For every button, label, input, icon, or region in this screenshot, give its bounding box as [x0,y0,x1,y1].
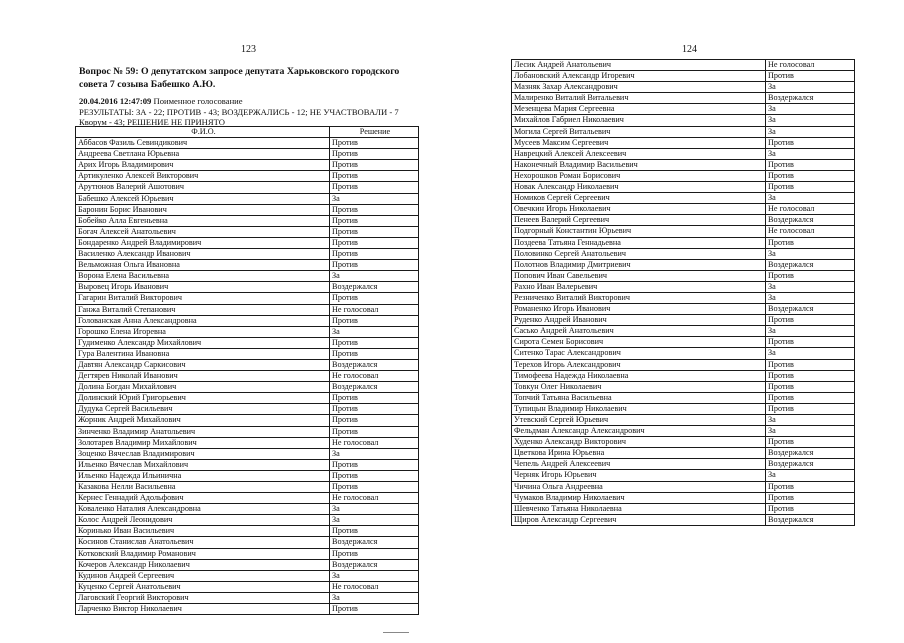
table-row [512,304,855,315]
deputy-name: Половинко Сергей Анатольевич [512,248,766,259]
vote-decision: Против [330,548,419,559]
vote-decision: За [330,515,419,526]
deputy-name: Могила Сергей Витальевич [512,126,766,137]
deputy-name: Тимофеева Надежда Николаевна [512,370,766,381]
deputy-name: Лобановский Александр Игоревич [512,71,766,82]
deputy-name: Новак Александр Николаевич [512,182,766,193]
vote-decision: Против [330,404,419,415]
table-row [512,492,855,503]
deputy-name: Топчий Татьяна Васильевна [512,392,766,403]
vote-table-right [511,59,855,526]
vote-decision: За [766,148,855,159]
table-row [512,126,855,137]
table-row [512,104,855,115]
deputy-name: Давтян Александр Саркисович [76,359,330,370]
deputy-name: Выровец Игорь Иванович [76,282,330,293]
vote-decision: За [766,82,855,93]
vote-decision: Против [330,237,419,248]
vote-decision: Воздержался [330,282,419,293]
table-row [512,315,855,326]
table-row [512,459,855,470]
table-row [76,348,419,359]
table-row [512,359,855,370]
vote-decision: Воздержался [766,259,855,270]
deputy-name: Василенко Александр Иванович [76,249,330,260]
scan-artifact [383,632,409,633]
vote-decision: Против [766,381,855,392]
vote-decision: За [330,271,419,282]
vote-decision: Против [766,237,855,248]
vote-decision: Против [330,348,419,359]
vote-decision: Против [766,337,855,348]
deputy-name: Попович Иван Савельевич [512,270,766,281]
deputy-name: Бобейко Алла Евгеньевна [76,215,330,226]
vote-decision: Против [330,459,419,470]
table-row [76,160,419,171]
deputy-name: Бабешко Алексей Юрьевич [76,193,330,204]
deputy-name: Ларченко Виктор Николаевич [76,604,330,615]
table-header-row [76,127,419,138]
vote-datetime-line [79,96,424,107]
deputy-name: Золотарев Владимир Михайлович [76,437,330,448]
question-title-line: совета 7 созыва Бабешко А.Ю. [79,78,216,90]
vote-decision: За [766,326,855,337]
vote-decision: За [766,348,855,359]
vote-decision: Против [330,204,419,215]
table-row [76,171,419,182]
vote-decision: Против [766,137,855,148]
vote-decision: За [766,248,855,259]
table-row [512,159,855,170]
deputy-name: Сирота Семен Борисович [512,337,766,348]
deputy-name: Бондаренко Андрей Владимирович [76,237,330,248]
deputy-name: Гагарин Виталий Викторович [76,293,330,304]
vote-decision: Против [330,149,419,160]
vote-decision: Против [766,492,855,503]
deputy-name: Голованская Анна Александровна [76,315,330,326]
table-row [76,304,419,315]
table-row [512,71,855,82]
vote-decision: За [330,326,419,337]
deputy-name: Наврецкий Алексей Алексеевич [512,148,766,159]
vote-decision: Воздержался [766,514,855,525]
vote-decision: За [766,126,855,137]
table-row [76,404,419,415]
table-row [512,470,855,481]
table-row [512,392,855,403]
table-row [76,226,419,237]
vote-decision: За [330,448,419,459]
table-row [512,204,855,215]
deputy-name: Дудука Сергей Васильевич [76,404,330,415]
page-number: 124 [682,44,697,55]
vote-decision: Не голосовал [766,226,855,237]
table-row [76,382,419,393]
table-row [76,260,419,271]
deputy-name: Мазняк Захар Александрович [512,82,766,93]
deputy-name: Колос Андрей Леонидович [76,515,330,526]
table-row [512,215,855,226]
table-row [76,426,419,437]
vote-decision: Против [330,315,419,326]
vote-decision: Воздержался [766,93,855,104]
table-row [512,82,855,93]
deputy-name: Мусеев Максим Сергеевич [512,137,766,148]
vote-decision: Против [330,470,419,481]
table-row [512,415,855,426]
vote-decision: Не голосовал [330,304,419,315]
vote-decision: За [766,292,855,303]
table-row [76,249,419,260]
vote-decision: За [766,281,855,292]
table-row [76,326,419,337]
vote-decision: За [766,415,855,426]
deputy-name: Коваленко Наталия Александровна [76,504,330,515]
vote-decision: Против [330,393,419,404]
vote-decision: За [330,504,419,515]
vote-decision: Против [330,226,419,237]
table-row [512,403,855,414]
vote-decision: За [766,115,855,126]
table-row [512,381,855,392]
vote-decision: Воздержался [330,382,419,393]
table-row [76,581,419,592]
deputy-name: Руденко Андрей Иванович [512,315,766,326]
deputy-name: Романенко Игорь Иванович [512,304,766,315]
vote-decision: Против [766,170,855,181]
question-title-line: Вопрос № 59: О депутатском запросе депутата Харьковского городского [79,66,400,77]
deputy-name: Резниченко Виталий Викторович [512,292,766,303]
deputy-name: Долина Богдан Михайлович [76,382,330,393]
vote-decision: Против [766,370,855,381]
vote-decision: Против [330,337,419,348]
table-row [76,548,419,559]
table-row [76,138,419,149]
deputy-name: Косинов Станислав Анатольевич [76,537,330,548]
deputy-name: Малиренко Виталий Витальевич [512,93,766,104]
deputy-name: Подгорный Константин Юрьевич [512,226,766,237]
table-row [76,393,419,404]
vote-table-left [75,126,419,615]
table-row [76,337,419,348]
deputy-name: Поздеева Татьяна Геннадьевна [512,237,766,248]
vote-decision: За [766,426,855,437]
deputy-name: Андреева Светлана Юрьевна [76,149,330,160]
vote-decision: Против [766,359,855,370]
table-row [76,604,419,615]
deputy-name: Ильенко Надежда Ильинична [76,470,330,481]
deputy-name: Наконечный Владимир Васильевич [512,159,766,170]
vote-type: Поименное голосование [153,96,243,106]
vote-decision: За [330,570,419,581]
deputy-name: Дегтярев Николай Иванович [76,371,330,382]
deputy-name: Черняк Игорь Юрьевич [512,470,766,481]
deputy-name: Худенко Александр Викторович [512,437,766,448]
deputy-name: Кудинов Андрей Сергеевич [76,570,330,581]
table-row [512,337,855,348]
decision-column-header: Решение [330,127,419,138]
vote-datetime: 20.04.2016 12:47:09 [79,96,152,106]
deputy-name: Чепель Андрей Алексеевич [512,459,766,470]
table-row [512,93,855,104]
deputy-name: Чумаков Владимир Николаевич [512,492,766,503]
vote-decision: Против [330,171,419,182]
table-row [76,482,419,493]
deputy-name: Коринько Иван Васильевич [76,526,330,537]
table-row [512,148,855,159]
table-row [512,137,855,148]
deputy-name: Лесик Андрей Анатольевич [512,60,766,71]
table-row [76,437,419,448]
table-row [76,359,419,370]
deputy-name: Куценко Сергей Анатольевич [76,581,330,592]
vote-decision: Против [766,403,855,414]
vote-decision: Против [330,526,419,537]
table-row [512,237,855,248]
table-row [512,437,855,448]
table-row [512,503,855,514]
vote-decision: Воздержался [330,559,419,570]
vote-decision: За [766,470,855,481]
table-row [76,526,419,537]
deputy-name: Лаговский Георгий Викторович [76,592,330,603]
deputy-name: Горошко Елена Игоревна [76,326,330,337]
table-row [512,193,855,204]
deputy-name: Номиков Сергей Сергеевич [512,193,766,204]
deputy-name: Долинский Юрий Григорьевич [76,393,330,404]
deputy-name: Артикуленко Алексей Викторович [76,171,330,182]
vote-decision: Не голосовал [330,437,419,448]
vote-decision: Против [330,260,419,271]
deputy-name: Нехорошков Роман Борисович [512,170,766,181]
deputy-name: Тупицын Владимир Николаевич [512,403,766,414]
right-page [452,0,904,643]
vote-decision: Не голосовал [330,581,419,592]
deputy-name: Арутюнов Валерий Ашотович [76,182,330,193]
deputy-name: Гура Валентина Ивановна [76,348,330,359]
table-row [512,448,855,459]
table-row [76,537,419,548]
table-row [76,504,419,515]
table-row [512,226,855,237]
table-row [76,271,419,282]
vote-decision: За [330,592,419,603]
table-row [512,115,855,126]
deputy-name: Рахно Иван Валерьевич [512,281,766,292]
deputy-name: Утевский Сергей Юрьевич [512,415,766,426]
table-row [76,570,419,581]
table-row [512,426,855,437]
table-row [512,348,855,359]
table-row [76,415,419,426]
vote-quorum: Кворум - 43; РЕШЕНИЕ НЕ ПРИНЯТО [79,117,225,128]
name-column-header: Ф.И.О. [76,127,330,138]
table-row [512,292,855,303]
vote-decision: Воздержался [766,304,855,315]
deputy-name: Богач Алексей Анатольевич [76,226,330,237]
vote-decision: За [330,193,419,204]
table-row [76,448,419,459]
table-row [512,60,855,71]
vote-decision: Против [766,437,855,448]
vote-decision: Против [330,426,419,437]
vote-decision: Против [766,71,855,82]
vote-decision: Против [766,270,855,281]
table-row [512,170,855,181]
deputy-name: Чичина Ольга Андреевна [512,481,766,492]
page-number: 123 [241,44,256,55]
deputy-name: Зинченко Владимир Анатольевич [76,426,330,437]
table-row [76,459,419,470]
vote-results: РЕЗУЛЬТАТЫ: ЗА - 22; ПРОТИВ - 43; ВОЗДЕРЖАЛИСЬ - 12; НЕ УЧАСТВОВАЛИ - 7 [79,106,399,117]
deputy-name: Зоценко Вячеслав Владимирович [76,448,330,459]
deputy-name: Терехов Игорь Александрович [512,359,766,370]
deputy-name: Цветкова Ирина Юрьевна [512,448,766,459]
table-row [76,315,419,326]
vote-decision: Воздержался [766,215,855,226]
vote-decision: Против [766,392,855,403]
table-row [512,281,855,292]
deputy-name: Котковский Владимир Романович [76,548,330,559]
table-row [76,149,419,160]
vote-table-body [76,138,419,615]
table-row [512,259,855,270]
deputy-name: Казакова Нелли Васильевна [76,482,330,493]
table-row [512,370,855,381]
vote-decision: Против [330,182,419,193]
table-row [76,237,419,248]
vote-decision: Против [330,160,419,171]
deputy-name: Сасько Андрей Анатольевич [512,326,766,337]
table-row [76,371,419,382]
vote-decision: Против [330,482,419,493]
deputy-name: Арих Игорь Владимирович [76,160,330,171]
vote-decision: Против [330,293,419,304]
vote-decision: Против [330,138,419,149]
vote-decision: За [766,104,855,115]
deputy-name: Мезенцева Мария Сергеевна [512,104,766,115]
vote-decision: Воздержался [766,448,855,459]
table-row [512,182,855,193]
deputy-name: Гудименко Александр Михайлович [76,337,330,348]
vote-decision: Не голосовал [330,371,419,382]
vote-decision: Против [766,481,855,492]
table-row [512,326,855,337]
table-row [76,493,419,504]
vote-decision: Не голосовал [330,493,419,504]
deputy-name: Пенеев Валерий Сергеевич [512,215,766,226]
deputy-name: Кочеров Александр Николаевич [76,559,330,570]
table-row [76,592,419,603]
vote-decision: Воздержался [330,359,419,370]
question-title [79,66,424,91]
deputy-name: Аббасов Фазиль Севиндикович [76,138,330,149]
table-row [512,514,855,525]
table-row [76,559,419,570]
table-row [512,248,855,259]
vote-decision: Против [766,503,855,514]
deputy-name: Михайлов Габриел Николаевич [512,115,766,126]
table-row [76,193,419,204]
deputy-name: Ситенко Тарас Александрович [512,348,766,359]
deputy-name: Ильенко Вячеслав Михайлович [76,459,330,470]
deputy-name: Шевченко Татьяна Николаевна [512,503,766,514]
vote-decision: Не голосовал [766,204,855,215]
deputy-name: Жорник Андрей Михайлович [76,415,330,426]
deputy-name: Фельдман Александр Александрович [512,426,766,437]
vote-decision: Против [330,215,419,226]
vote-decision: Не голосовал [766,60,855,71]
deputy-name: Ганжа Виталий Степанович [76,304,330,315]
vote-decision: Против [330,604,419,615]
vote-decision: Против [330,249,419,260]
vote-decision: Против [766,315,855,326]
vote-table-body [512,60,855,526]
table-row [76,215,419,226]
vote-decision: Воздержался [330,537,419,548]
deputy-name: Баронин Борис Иванович [76,204,330,215]
deputy-name: Ворона Елена Васильевна [76,271,330,282]
vote-meta [79,96,424,128]
table-row [76,282,419,293]
deputy-name: Товкун Олег Николаевич [512,381,766,392]
deputy-name: Щиров Александр Сергеевич [512,514,766,525]
table-row [76,204,419,215]
vote-decision: Воздержался [766,459,855,470]
vote-decision: Против [330,415,419,426]
deputy-name: Овечкин Игорь Николаевич [512,204,766,215]
vote-decision: За [766,193,855,204]
vote-decision: Против [766,159,855,170]
table-row [512,270,855,281]
table-row [76,470,419,481]
deputy-name: Вельможная Ольга Ивановна [76,260,330,271]
table-row [76,182,419,193]
vote-decision: Против [766,182,855,193]
table-row [76,515,419,526]
deputy-name: Кернес Геннадий Адольфович [76,493,330,504]
table-row [76,293,419,304]
deputy-name: Полотнов Владимир Дмитриевич [512,259,766,270]
table-row [512,481,855,492]
